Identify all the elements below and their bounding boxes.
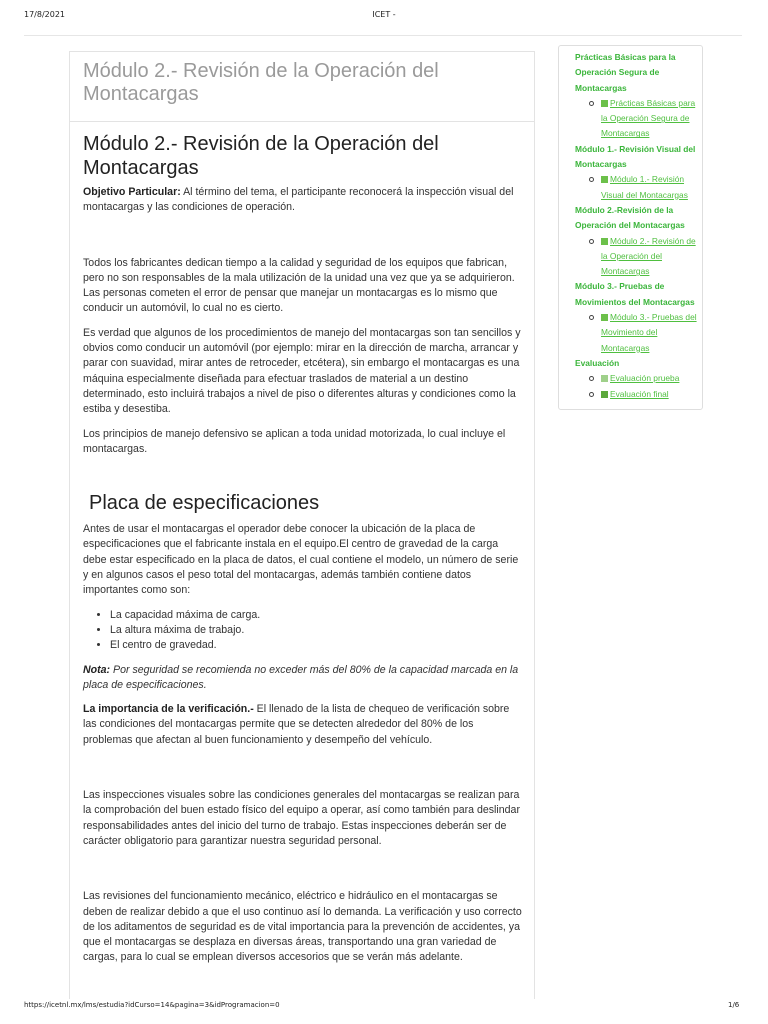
list-item: • La capacidad máxima de carga. [110,608,522,623]
sidebar-link-modulo-2[interactable]: Módulo 2.- Revisión de la Operación del Montacargas [601,235,696,277]
document-icon [601,176,608,183]
paragraph-mechanical-review: Las revisiones del funcionamiento mecánico, eléctrico e hidráulico en el montacargas se deben de realizar debido a que el uso continuo así lo demanda. La verificación y uso correcto de los aditamentos de seguridad es de vital importancia para la prevención de accidentes, ya que el montacargas se desplaza en diversas áreas, transportando una gran variedad de cargas, para lo cual se emplean diversos accesorios que se verán más adelante. [83,890,522,964]
circle-bullet-icon [589,315,594,320]
paragraph-driving-procedures: Es verdad que algunos de los procedimientos de manejo del montacargas son tan sencillos y obvios como conducir un automóvil (por ejemplo: mirar en la dirección de marcha, arrancar y parar con suavidad, mirar antes de retroceder, etcétera), sin embargo el montacargas es una máquina especialmente diseñada para efectuar traslados de material a un destino determinado, esto incluirá trabajos a nivel de piso o diferentes alturas y condiciones como la estiba y desestiba. [83,326,521,416]
section-heading-spec-plate: Placa de especificaciones [89,492,320,515]
importance-text: El llenado de la lista de chequeo de verificación sobre las condiciones del montacargas permite que se detecten alrededor del 80% de los problemas que afectan al buen funcionamiento y desempeño del vehículo. [83,703,510,746]
sidebar-link-evaluacion-prueba[interactable]: Evaluación prueba [610,373,680,384]
print-title: ICET - [372,10,396,19]
edit-icon [601,391,608,398]
sidebar-link-modulo-3[interactable]: Módulo 3.- Pruebas del Movimiento del Montacargas [601,312,697,353]
sidebar-section-modulo-2[interactable]: Módulo 2.-Revisión de la Operación del Montacargas [575,204,685,231]
sidebar-item-modulo-2[interactable] [575,234,698,280]
circle-bullet-icon [589,376,594,381]
document-icon [601,100,608,107]
objective-label: Objetivo Particular: [83,186,181,198]
lesson-content [70,122,534,966]
circle-bullet-icon [589,239,594,244]
spec-list [110,608,522,654]
print-page-number: 1/6 [728,1001,740,1009]
sidebar-link-modulo-1[interactable]: Módulo 1.- Revisión Visual del Montacargas [601,174,688,200]
note-text: Por seguridad se recomienda no exceder más del 80% de la capacidad marcada en la placa de especificaciones. [83,663,519,691]
print-header [0,10,768,24]
list-item: • El centro de gravedad. [110,638,522,653]
sidebar-item-practicas[interactable] [575,96,698,142]
sidebar-item-evaluacion-final[interactable] [575,387,698,402]
print-url: https://icetnl.mx/lms/estudia?idCurso=14&pagina=3&idProgramacion=0 [24,1001,280,1009]
sidebar-link-practicas[interactable]: Prácticas Básicas para la Operación Segura de Montacargas [601,97,696,139]
document-icon [601,238,608,245]
sidebar-section-evaluacion[interactable]: Evaluación [575,357,620,368]
course-navigation-sidebar [558,45,703,410]
lesson-heading: Módulo 2.- Revisión de la Operación del Montacargas [83,133,439,179]
objective-text: Al término del tema, el participante reconocerá la inspección visual del montacargas y las condiciones de operación. [83,186,514,214]
sidebar-item-evaluacion-prueba[interactable] [575,371,698,386]
paragraph-visual-inspections: Las inspecciones visuales sobre las condiciones generales del montacargas se realizan para la comprobación del buen estado físico del equipo a operar, así como también para deslindar responsabilidades antes del inicio del turno de trabajo. Estas inspecciones deberán ser de carácter obligatorio para garantizar nuestra seguridad personal. [83,789,520,847]
sidebar-section-modulo-3[interactable]: Módulo 3.- Pruebas de Movimientos del Montacargas [575,281,695,307]
paragraph-spec-plate: Antes de usar el montacargas el operador debe conocer la ubicación de la placa de especificaciones que el fabricante instala en el equipo.El centro de gravedad de la carga debe estar especificado en la placa de datos, el cual contiene el modelo, un número de serie y en algunos casos el peso total del montacargas, además también contiene datos importantes como son: [83,523,519,597]
sidebar-item-modulo-3[interactable] [575,310,698,356]
sidebar-link-evaluacion-final[interactable]: Evaluación final [610,388,669,399]
list-item: • La altura máxima de trabajo. [110,623,522,638]
paragraph-defensive-driving: Los principios de manejo defensivo se aplican a toda unidad motorizada, lo cual incluye el montacargas. [83,427,506,455]
importance-label: La importancia de la verificación.- [83,703,254,716]
circle-bullet-icon [589,177,594,182]
circle-bullet-icon [589,101,594,106]
importance-paragraph [83,702,522,748]
print-date: 17/8/2021 [24,10,66,19]
note-paragraph [83,663,522,694]
sidebar-section-modulo-1[interactable]: Módulo 1.- Revisión Visual del Montacargas [575,143,696,170]
header-divider [24,35,742,36]
sidebar-section-practicas[interactable]: Prácticas Básicas para la Operación Segura de Montacargas [575,52,676,93]
table-icon [601,375,608,382]
paragraph-manufacturers: Todos los fabricantes dedican tiempo a la calidad y seguridad de los equipos que fabrican, pero no son responsables de la mala utilización de la unidad una vez que ya se adquirieron. Las personas cometen el error de pensar que manejar un montacargas es lo mismo que conducir un automóvil, lo cual no es cierto. [83,256,515,315]
module-title-bar [70,52,534,122]
module-title: Módulo 2.- Revisión de la Operación del Montacargas [83,60,439,105]
note-label: Nota: [83,663,111,676]
document-icon [601,314,608,321]
main-content-panel [69,51,535,999]
circle-bullet-icon [589,392,594,397]
sidebar-item-modulo-1[interactable] [575,172,698,203]
objective-paragraph [83,185,522,216]
